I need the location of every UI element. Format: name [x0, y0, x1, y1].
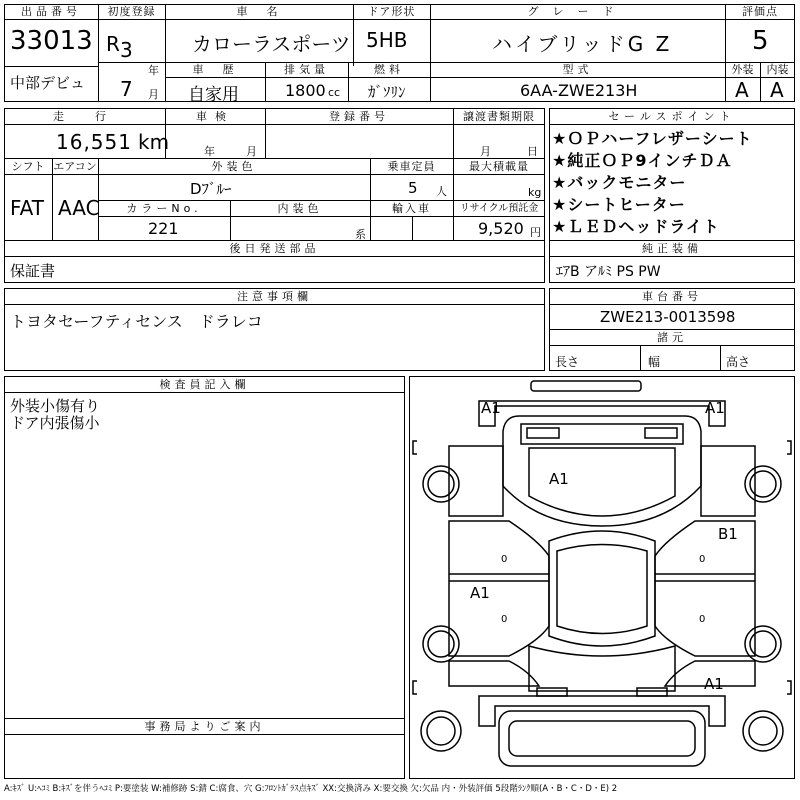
height-label: 高さ: [726, 355, 751, 369]
recycle-unit: 円: [530, 226, 541, 239]
damage-mark: A1: [549, 470, 569, 488]
history: 自家用: [188, 85, 239, 105]
sales-point-item: ★ＯＰハーフレザーシート: [552, 129, 753, 148]
car-name: カローラスポーツ: [192, 32, 351, 56]
damage-mark: A1: [705, 399, 725, 417]
svg-text:0: 0: [501, 554, 508, 565]
load-unit: kg: [528, 186, 542, 199]
registration-label: 登録番号: [329, 110, 389, 123]
displacement: 1800: [285, 81, 326, 100]
ac: AAC: [58, 196, 100, 220]
legend: A:ｷｽﾞ U:ﾍｺﾐ B:ｷｽﾞを伴うﾍｺﾐ P:要塗装 W:補修跡 S:錆 C:腐食、穴 G:ﾌﾛﾝﾄｶﾞﾗｽ点ｷｽﾞ XX:交換済み X:要交換 欠:欠品 内・外装評価 5段階ﾗﾝｸ順(A・B・C・D・E) 2: [4, 784, 618, 794]
inspection-year-unit: 年: [204, 145, 215, 158]
transfer-deadline-label: 譲渡書類期限: [463, 110, 535, 123]
svg-text:0: 0: [699, 554, 706, 565]
notes-label: 注意事項欄: [237, 290, 312, 303]
damage-mark: A1: [704, 675, 724, 693]
inspector-note: ドア内張傷小: [10, 414, 100, 432]
svg-text:0: 0: [699, 614, 706, 625]
inspection-month-unit: 月: [246, 145, 257, 158]
month-unit: 月: [148, 88, 159, 101]
max-load-label: 最大積載量: [469, 160, 529, 173]
exterior-color-label: 外装色: [211, 160, 257, 173]
score: 5: [752, 26, 769, 56]
capacity-label: 乗車定員: [387, 160, 436, 173]
mileage: 16,551: [56, 130, 132, 154]
era: R: [106, 32, 120, 56]
transfer-day: 日: [527, 145, 538, 158]
inspector-label: 検査員記入欄: [159, 378, 250, 391]
mileage-unit: km: [138, 130, 170, 154]
sales-point-item: ★純正ＯＰ9インチＤＡ: [552, 151, 733, 170]
recycle-fee: 9,520: [478, 219, 524, 238]
displacement-unit: cc: [328, 86, 341, 99]
fuel: ｶﾞｿﾘﾝ: [368, 83, 406, 101]
year-number: 3: [120, 38, 133, 62]
debut-label: 中部デビュ: [10, 74, 86, 92]
import-label: 輸入車: [392, 202, 431, 215]
damage-mark: A1: [481, 399, 501, 417]
exterior-color: Dﾌﾞﾙｰ: [190, 180, 232, 198]
sales-points-label: セールスポイント: [608, 110, 736, 123]
exterior-grade: A: [735, 78, 749, 102]
specs-label: 諸元: [657, 331, 687, 344]
lot-number: 33013: [10, 26, 93, 56]
car-name-label: 車 名: [236, 5, 282, 18]
recycle-label: リサイクル預託金: [459, 203, 539, 214]
score-label: 評価点: [742, 5, 778, 18]
car-body-diagram: [409, 376, 795, 779]
interior-color-unit: 系: [355, 228, 366, 241]
sales-point-item: ★バックモニター: [552, 173, 687, 192]
transfer-month: 月: [480, 145, 491, 158]
door-type-label: ドア形状: [367, 5, 416, 18]
year-unit: 年: [148, 64, 159, 77]
grade: ハイブリッドG Z: [492, 32, 673, 56]
genuine-equipment-label: 純正装備: [642, 242, 702, 255]
length-label: 長さ: [555, 355, 580, 369]
grade-label: グレード: [527, 5, 628, 18]
color-number-label: カラーNo.: [126, 202, 202, 215]
fuel-label: 燃料: [374, 63, 404, 76]
damage-mark: B1: [718, 525, 738, 543]
ac-label: エアコン: [53, 160, 97, 173]
svg-text:0: 0: [501, 614, 508, 625]
capacity-unit: 人: [436, 185, 447, 198]
later-parts: 保証書: [10, 262, 56, 280]
exterior-grade-label: 外装: [731, 63, 754, 76]
history-label: 車 歴: [192, 63, 238, 76]
inspection-label: 車検: [196, 110, 234, 123]
mileage-label: 走 行: [53, 110, 116, 123]
damage-mark: A1: [470, 584, 490, 602]
interior-grade-label: 内装: [766, 63, 789, 76]
capacity: 5: [408, 179, 418, 197]
color-number: 221: [148, 219, 179, 238]
interior-color-label: 内装色: [277, 202, 323, 215]
shift: FAT: [10, 196, 45, 220]
office-label: 事務局よりご案内: [144, 720, 265, 733]
lot-number-label: 出品番号: [21, 5, 81, 18]
model: 6AA-ZWE213H: [520, 81, 638, 100]
genuine-equipment: ｴｱB アﾙﾐ PS PW: [556, 264, 661, 280]
shift-label: シフト: [11, 160, 45, 173]
chassis-number: ZWE213-0013598: [600, 308, 736, 326]
notes: トヨタセーフティセンス ドラレコ: [10, 312, 263, 331]
sales-point-item: ★ＬＥＤヘッドライト: [552, 217, 720, 236]
door-type: 5HB: [366, 28, 408, 52]
later-parts-label: 後日発送部品: [229, 242, 320, 255]
interior-grade: A: [770, 78, 784, 102]
model-label: 型式: [562, 63, 593, 76]
first-registration-label: 初度登録: [107, 5, 156, 18]
displacement-label: 排気量: [284, 63, 329, 76]
width-label: 幅: [648, 355, 661, 369]
chassis-label: 車台番号: [642, 290, 702, 303]
inspector-note: 外装小傷有り: [10, 397, 101, 415]
month-number: 7: [120, 77, 133, 101]
sales-point-item: ★シートヒーター: [552, 195, 686, 214]
